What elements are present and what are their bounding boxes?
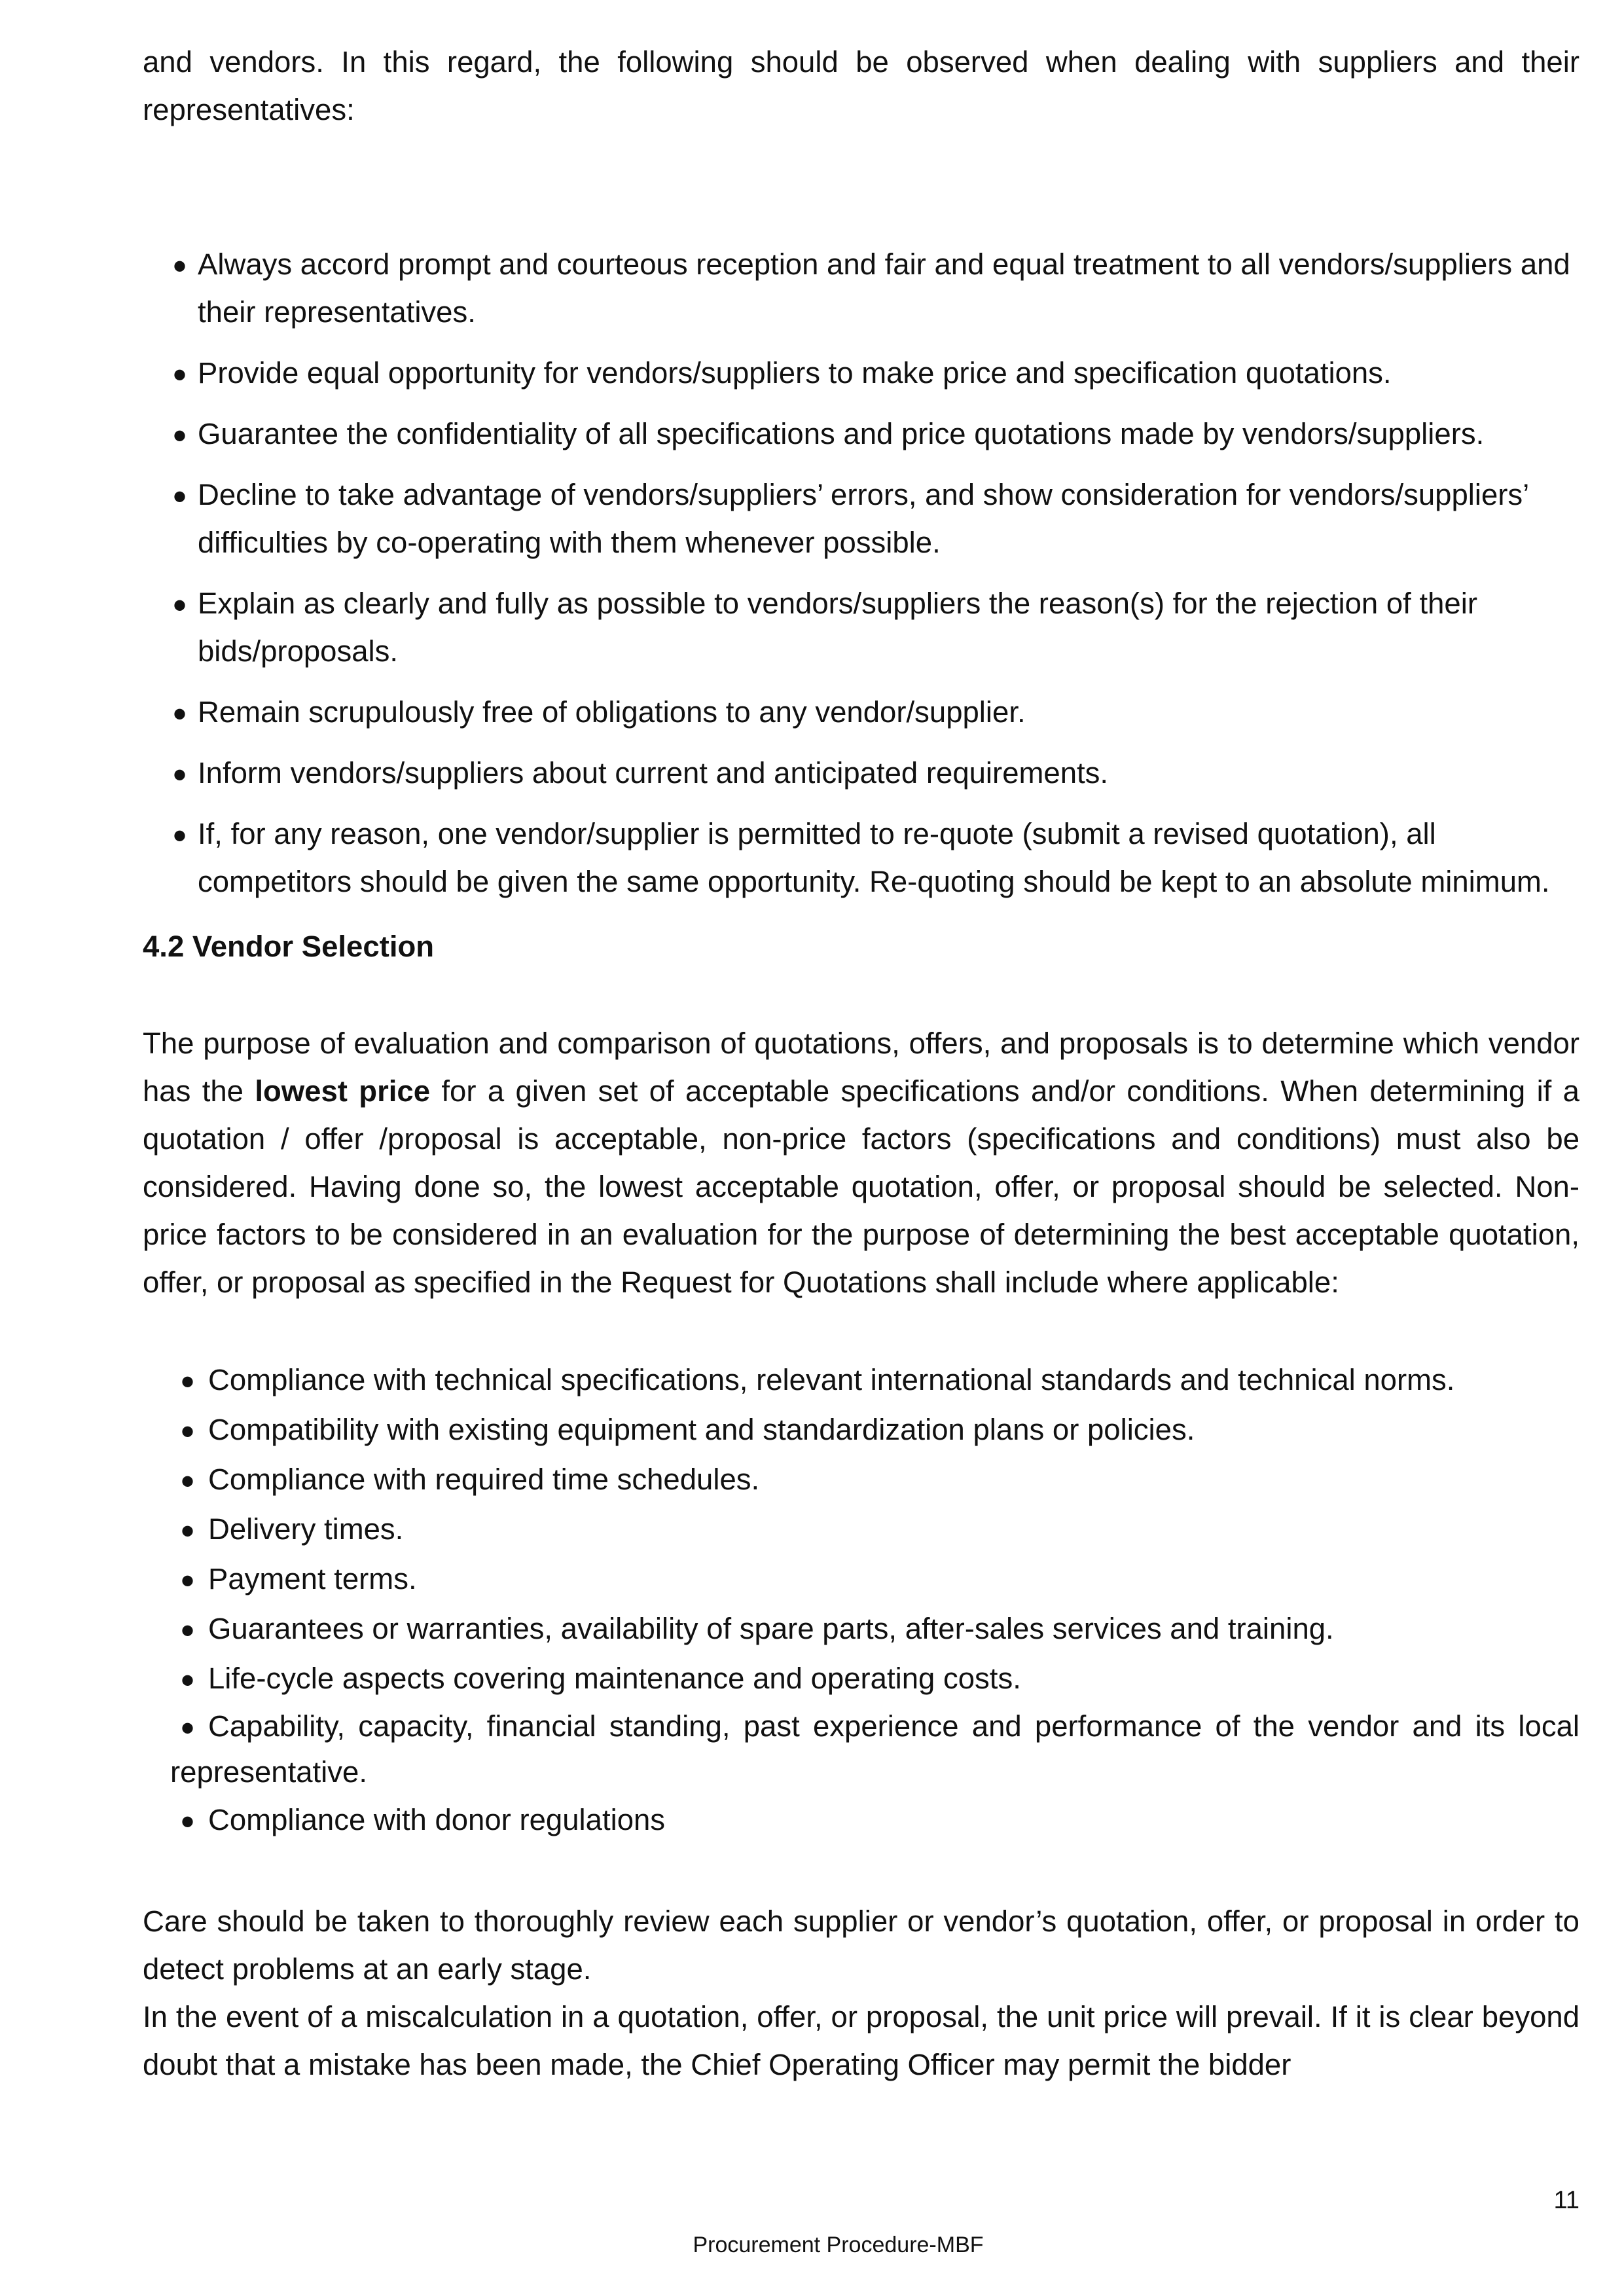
- bullet-icon: [170, 810, 198, 858]
- list-item: •Compatibility with existing equipment and standardization plans or policies.: [170, 1405, 1579, 1455]
- bullet-icon: [170, 579, 198, 627]
- care-paragraph: Care should be taken to thoroughly review each supplier or vendor’s quotation, offer, or proposal in order to detect problems at an early stage.: [143, 1904, 1579, 1986]
- selection-paragraph: The purpose of evaluation and comparison of quotations, offers, and proposals is to determine which vendor has the lowest price for a given set of acceptable specifications and/or conditions. When determining if a quotation / offer /proposal is acceptable, non-price factors (specifications and conditions) must also be considered. Having done so, the lowest acceptable quotation, offer, or proposal should be selected. Non-price factors to be considered in an evaluation for the purpose of determining the best acceptable quotation, offer, or proposal as specified in the Request for Quotations shall include where applicable:: [143, 1027, 1579, 1299]
- bullet-icon: [170, 471, 198, 519]
- document-page: [143, 38, 1579, 2088]
- bullet-icon: [170, 349, 198, 397]
- bullet-icon: [170, 1704, 208, 1749]
- list-item: •If, for any reason, one vendor/supplier is permitted to re-quote (submit a revised quotation), all competitors should be given the same opportunity. Re-quoting should be kept to an absolute minimum.: [170, 810, 1579, 905]
- list-item: •Decline to take advantage of vendors/suppliers’ errors, and show consideration for vendors/suppliers’ difficulties by co-operating with them whenever possible.: [170, 471, 1579, 566]
- list-item: •Compliance with technical specifications, relevant international standards and technical norms.: [170, 1355, 1579, 1405]
- bullet-icon: [170, 1455, 208, 1504]
- bullet-icon: [170, 1604, 208, 1654]
- list-item: •Compliance with required time schedules.: [170, 1455, 1579, 1504]
- bullet-icon: [170, 688, 198, 736]
- bullet-icon: [170, 1654, 208, 1704]
- list-item: •Life-cycle aspects covering maintenance and operating costs.: [170, 1654, 1579, 1704]
- conduct-list: [143, 240, 1579, 905]
- list-item: •Provide equal opportunity for vendors/suppliers to make price and specification quotations.: [170, 349, 1579, 397]
- list-item: •Remain scrupulously free of obligations to any vendor/supplier.: [170, 688, 1579, 736]
- list-item: •Explain as clearly and fully as possible to vendors/suppliers the reason(s) for the rejection of their bids/proposals.: [170, 579, 1579, 675]
- list-item: •Delivery times.: [170, 1504, 1579, 1554]
- bullet-icon: [170, 749, 198, 797]
- intro-paragraph: and vendors. In this regard, the following should be observed when dealing with suppliers and their representatives:: [143, 45, 1579, 126]
- factors-list: [143, 1355, 1579, 1845]
- list-item: •Guarantee the confidentiality of all specifications and price quotations made by vendors/suppliers.: [170, 410, 1579, 458]
- list-item: •Payment terms.: [170, 1554, 1579, 1604]
- bullet-icon: [170, 1355, 208, 1405]
- bullet-icon: [170, 410, 198, 458]
- page-number: 11: [1553, 2187, 1579, 2214]
- bullet-icon: [170, 240, 198, 288]
- footer: Procurement Procedure-MBF: [693, 2232, 984, 2257]
- section-heading: 4.2 Vendor Selection: [143, 930, 435, 963]
- bullet-icon: [170, 1405, 208, 1455]
- miscalculation-paragraph: In the event of a miscalculation in a quotation, offer, or proposal, the unit price will prevail. If it is clear beyond doubt that a mistake has been made, the Chief Operating Officer may permit the bidder: [143, 2000, 1579, 2081]
- list-item: •Always accord prompt and courteous reception and fair and equal treatment to all vendors/suppliers and their representatives.: [170, 240, 1579, 336]
- list-item: •Compliance with donor regulations: [170, 1795, 1579, 1845]
- bullet-icon: [170, 1795, 208, 1845]
- list-item: •Inform vendors/suppliers about current and anticipated requirements.: [170, 749, 1579, 797]
- bold-phrase: lowest price: [255, 1074, 431, 1108]
- bullet-icon: [170, 1554, 208, 1604]
- bullet-icon: [170, 1504, 208, 1554]
- list-item: •Capability, capacity, financial standing, past experience and performance of the vendor and its local representative.: [170, 1704, 1579, 1795]
- list-item: •Guarantees or warranties, availability of spare parts, after-sales services and training.: [170, 1604, 1579, 1654]
